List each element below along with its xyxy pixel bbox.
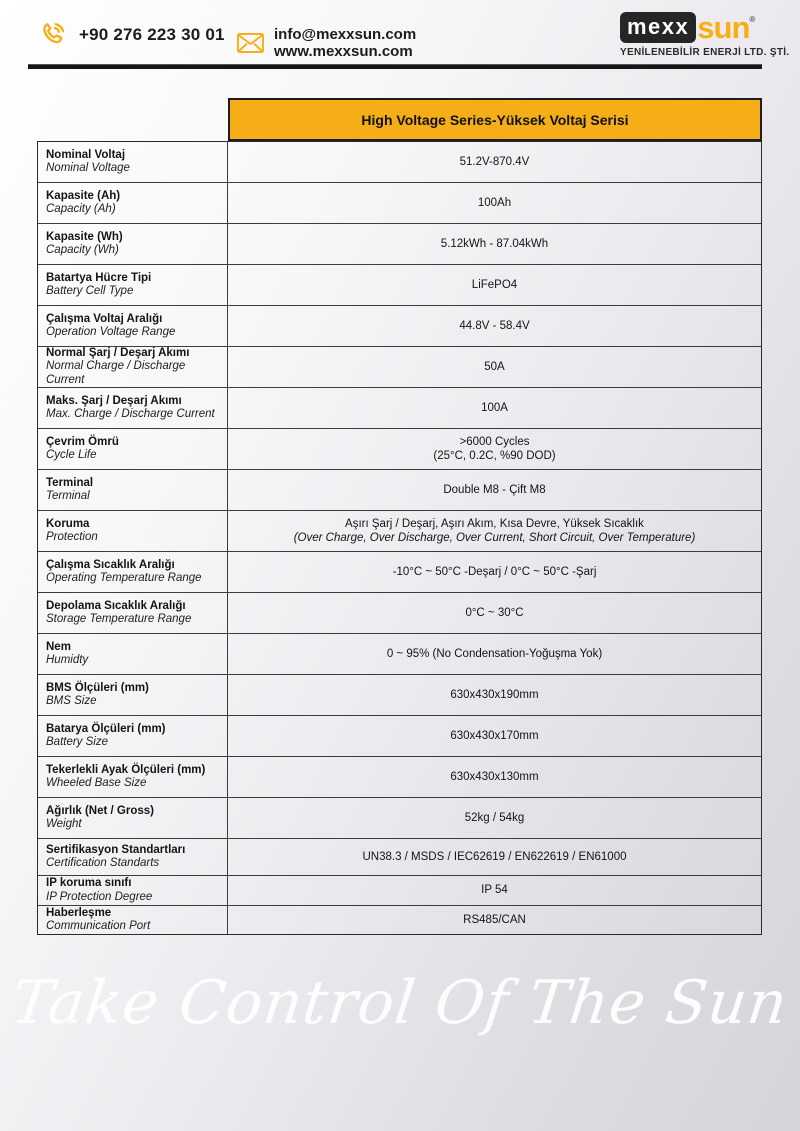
top-contact-bar	[0, 0, 800, 64]
spec-label-cell	[38, 265, 228, 305]
spec-value-cell	[228, 634, 761, 674]
table-body	[37, 141, 762, 935]
spec-label-turkish: Çalışma Sıcaklık Aralığı	[46, 558, 175, 571]
spec-label-turkish: Tekerlekli Ayak Ölçüleri (mm)	[46, 763, 206, 776]
logo-mexx-text: mexx	[620, 12, 696, 43]
spec-label-turkish: Nominal Voltaj	[46, 148, 126, 161]
spec-value-cell	[228, 798, 761, 838]
spec-value-cell	[228, 429, 761, 469]
spec-label-turkish: Çalışma Voltaj Aralığı	[46, 312, 163, 325]
spec-value-cell	[228, 757, 761, 797]
spec-label-cell	[38, 429, 228, 469]
spec-label-english: Operating Temperature Range	[46, 572, 202, 584]
spec-label-english: Operation Voltage Range	[46, 326, 176, 338]
table-row	[38, 470, 761, 511]
spec-label-cell	[38, 716, 228, 756]
spec-label-turkish: Kapasite (Wh)	[46, 230, 123, 243]
spec-label-cell	[38, 183, 228, 223]
spec-label-cell	[38, 675, 228, 715]
spec-value: 630x430x190mm	[450, 688, 539, 701]
header-divider-bar	[28, 64, 762, 69]
spec-value: 44.8V - 58.4V	[459, 319, 530, 332]
spec-label-cell	[38, 593, 228, 633]
spec-value-cell	[228, 511, 761, 551]
spec-value: UN38.3 / MSDS / IEC62619 / EN622619 / EN61000	[362, 850, 627, 863]
table-row	[38, 265, 761, 306]
spec-value: Aşırı Şarj / Deşarj, Aşırı Akım, Kısa Devre, Yüksek Sıcaklık	[345, 517, 644, 530]
spec-label-cell	[38, 906, 228, 934]
spec-label-cell	[38, 142, 228, 182]
spec-label-turkish: Ağırlık (Net / Gross)	[46, 804, 154, 817]
spec-label-english: Max. Charge / Discharge Current	[46, 408, 215, 420]
spec-label-cell	[38, 757, 228, 797]
table-row	[38, 906, 761, 934]
spec-label-english: Battery Cell Type	[46, 285, 134, 297]
table-row	[38, 593, 761, 634]
spec-label-english: Communication Port	[46, 920, 151, 932]
email-address: info@mexxsun.com	[274, 26, 417, 43]
spec-label-turkish: Batartya Hücre Tipi	[46, 271, 152, 284]
spec-label-english: Capacity (Wh)	[46, 244, 119, 256]
spec-label-turkish: Kapasite (Ah)	[46, 189, 121, 202]
spec-label-cell	[38, 552, 228, 592]
email-contact	[236, 26, 416, 60]
spec-value: 100A	[481, 401, 508, 414]
spec-label-english: Capacity (Ah)	[46, 203, 116, 215]
spec-value-cell	[228, 224, 761, 264]
spec-label-turkish: Haberleşme	[46, 906, 112, 919]
spec-value-cell	[228, 306, 761, 346]
spec-value: 630x430x130mm	[450, 770, 539, 783]
spec-value-cell	[228, 347, 761, 387]
spec-label-english: Humidty	[46, 654, 89, 666]
spec-label-english: IP Protection Degree	[46, 890, 153, 903]
spec-label-turkish: BMS Ölçüleri (mm)	[46, 681, 149, 694]
spec-value-cell	[228, 183, 761, 223]
spec-label-cell	[38, 306, 228, 346]
spec-label-cell	[38, 470, 228, 510]
spec-label-turkish: Sertifikasyon Standartları	[46, 843, 186, 856]
table-title: High Voltage Series-Yüksek Voltaj Serisi	[228, 98, 762, 141]
spec-value-cell	[228, 388, 761, 428]
table-row	[38, 716, 761, 757]
spec-value: 52kg / 54kg	[464, 811, 525, 824]
spec-label-turkish: Terminal	[46, 476, 94, 489]
spec-value: -10°C ~ 50°C -Deşarj / 0°C ~ 50°C -Şarj	[392, 565, 597, 578]
spec-label-english: Terminal	[46, 490, 90, 502]
table-row	[38, 347, 761, 388]
company-logo	[620, 9, 790, 58]
phone-number: +90 276 223 30 01	[79, 25, 225, 44]
spec-value-cell	[228, 716, 761, 756]
spec-label-english: Cycle Life	[46, 449, 97, 461]
spec-label-english: Weight	[46, 818, 82, 830]
spec-value: 100Ah	[477, 196, 512, 209]
spec-value: 51.2V-870.4V	[459, 155, 530, 168]
spec-label-turkish: Batarya Ölçüleri (mm)	[46, 722, 166, 735]
spec-value: 630x430x170mm	[450, 729, 539, 742]
spec-label-cell	[38, 388, 228, 428]
spec-value: 50A	[484, 360, 505, 373]
spec-label-turkish: Depolama Sıcaklık Aralığı	[46, 599, 186, 612]
spec-value: 0°C ~ 30°C	[465, 606, 524, 619]
spec-label-turkish: IP koruma sınıfı	[46, 877, 132, 889]
envelope-icon	[236, 31, 265, 55]
spec-label-english: Storage Temperature Range	[46, 613, 192, 625]
table-row	[38, 757, 761, 798]
table-row	[38, 142, 761, 183]
spec-label-english: Battery Size	[46, 736, 108, 748]
spec-value-cell	[228, 142, 761, 182]
spec-label-cell	[38, 876, 228, 905]
spec-value-cell	[228, 265, 761, 305]
spec-value-cell	[228, 552, 761, 592]
table-row	[38, 224, 761, 265]
spec-value: LiFePO4	[471, 278, 518, 291]
spec-label-turkish: Nem	[46, 640, 71, 653]
phone-contact	[38, 20, 225, 50]
table-row	[38, 306, 761, 347]
spec-label-turkish: Maks. Şarj / Deşarj Akımı	[46, 394, 182, 407]
logo-tagline: YENİLENEBİLİR ENERJİ LTD. ŞTİ.	[620, 47, 790, 58]
spec-label-english: BMS Size	[46, 695, 97, 707]
website-url: www.mexxsun.com	[274, 43, 413, 60]
spec-label-cell	[38, 511, 228, 551]
spec-value: IP 54	[481, 884, 508, 897]
table-row	[38, 675, 761, 716]
spec-label-turkish: Çevrim Ömrü	[46, 435, 119, 448]
spec-label-turkish: Koruma	[46, 517, 90, 530]
registered-trademark-symbol: ®	[749, 15, 756, 24]
spec-value: >6000 Cycles	[459, 435, 530, 448]
spec-value: 5.12kWh - 87.04kWh	[440, 237, 549, 250]
table-row	[38, 839, 761, 876]
slogan-text: Take Control Of The Sun	[8, 968, 792, 1038]
table-row	[38, 183, 761, 224]
spec-label-cell	[38, 347, 228, 387]
table-row	[38, 429, 761, 470]
specification-table	[37, 98, 762, 935]
spec-label-cell	[38, 224, 228, 264]
spec-value-cell	[228, 906, 761, 934]
table-row	[38, 634, 761, 675]
spec-label-english: Nominal Voltage	[46, 162, 130, 174]
table-row	[38, 798, 761, 839]
table-row	[38, 388, 761, 429]
spec-value-cell	[228, 593, 761, 633]
spec-value-cell	[228, 876, 761, 905]
spec-label-cell	[38, 839, 228, 875]
spec-value-cell	[228, 470, 761, 510]
spec-label-cell	[38, 798, 228, 838]
phone-icon	[38, 20, 68, 50]
table-row	[38, 552, 761, 593]
spec-value: Double M8 - Çift M8	[443, 483, 546, 496]
spec-value: RS485/CAN	[463, 913, 526, 926]
spec-value: 0 ~ 95% (No Condensation-Yoğuşma Yok)	[386, 647, 603, 660]
spec-label-turkish: Normal Şarj / Deşarj Akımı	[46, 347, 190, 359]
spec-value-line2: (25°C, 0.2C, %90 DOD)	[433, 450, 556, 462]
spec-value-cell	[228, 675, 761, 715]
table-row	[38, 876, 761, 906]
spec-label-english: Certification Standarts	[46, 857, 160, 869]
spec-value-cell	[228, 839, 761, 875]
table-row	[38, 511, 761, 552]
spec-label-english: Normal Charge / Discharge Current	[46, 360, 186, 386]
spec-label-english: Wheeled Base Size	[46, 777, 147, 789]
spec-label-cell	[38, 634, 228, 674]
spec-value-line2: (Over Charge, Over Discharge, Over Current, Short Circuit, Over Temperature)	[293, 532, 696, 544]
logo-sun-text: sun	[697, 9, 750, 45]
spec-label-english: Protection	[46, 531, 98, 543]
